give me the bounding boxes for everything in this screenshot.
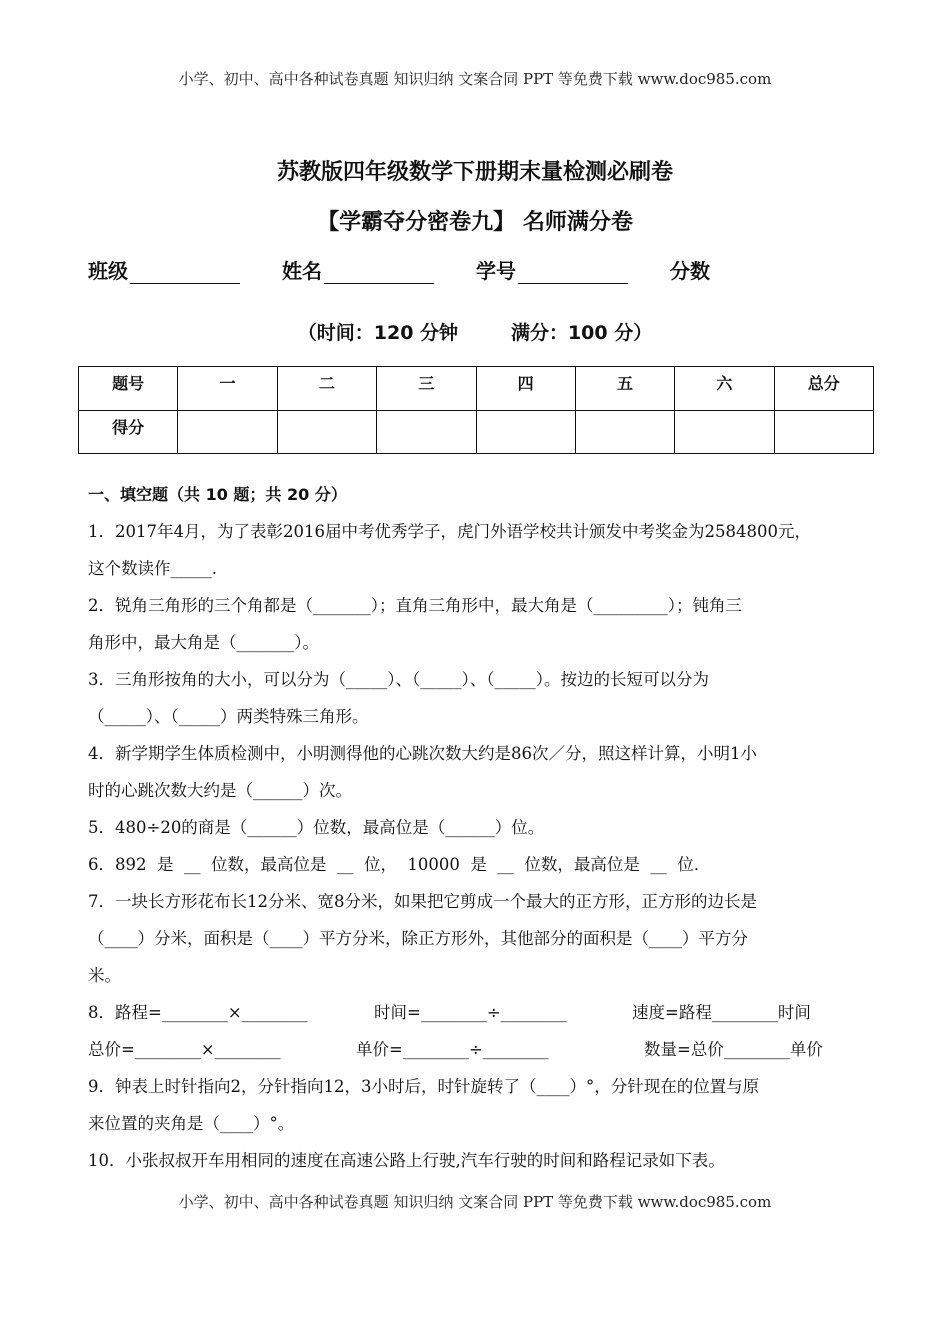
question-4-line-2: 时的心跳次数大约是（______）次。 [88, 781, 352, 800]
formula-quantity: 数量=总价________单价 [644, 1040, 823, 1059]
score-label: 分数 [670, 259, 710, 283]
score-table-header: 一 [178, 367, 277, 411]
exam-title: 苏教版四年级数学下册期末量检测必刷卷 [276, 160, 673, 185]
formula-time: 时间=________÷________ [374, 1003, 567, 1022]
score-field [670, 255, 710, 284]
question-10: 10．小张叔叔开车用相同的速度在高速公路上行驶,汽车行驶的时间和路程记录如下表。 [88, 1151, 725, 1170]
name-field [282, 255, 434, 284]
question-3-line-1: 3．三角形按角的大小，可以分为（_____）、（_____）、（_____）。按边的长短可以分为 [88, 670, 709, 689]
question-9-line-2: 来位置的夹角是（____）°。 [88, 1114, 295, 1133]
question-list [88, 513, 868, 1179]
score-table [78, 366, 874, 454]
question-6: 6．892 是 __ 位数，最高位是 __ 位， 10000 是 __ 位数，最高位是 __ 位． [88, 855, 711, 874]
footer-note: 小学、初中、高中各种试卷真题 知识归纳 文案合同 PPT 等免费下载 www.doc985.com [178, 1193, 772, 1211]
score-cell[interactable] [575, 410, 674, 454]
question-2-line-2: 角形中，最大角是（_______）。 [88, 633, 319, 652]
formula-distance: 8．路程=________×________ [88, 1003, 308, 1022]
class-label: 班级 [88, 259, 128, 283]
formula-speed: 速度=路程________时间 [632, 1003, 811, 1022]
score-table-score-row [79, 410, 874, 454]
question-2-line-1: 2．锐角三角形的三个角都是（_______）；直角三角形中，最大角是（_________）；钝角三 [88, 596, 742, 615]
class-blank[interactable] [130, 263, 240, 284]
formula-unit-price: 单价=________÷________ [356, 1040, 549, 1059]
class-field [88, 255, 240, 284]
question-1-line-2: 这个数读作_____. [88, 559, 217, 578]
score-table-header: 题号 [79, 367, 178, 411]
question-8-row-1 [88, 994, 868, 1031]
score-cell[interactable] [675, 410, 774, 454]
score-cell[interactable] [774, 410, 873, 454]
score-cell[interactable] [476, 410, 575, 454]
header-note: 小学、初中、高中各种试卷真题 知识归纳 文案合同 PPT 等免费下载 www.doc985.com [178, 70, 772, 88]
time-and-full-score: （时间：120 分钟 满分：100 分） [297, 322, 653, 344]
score-table-header: 总分 [774, 367, 873, 411]
question-4-line-1: 4．新学期学生体质检测中，小明测得他的心跳次数大约是86次／分，照这样计算，小明1小 [88, 744, 757, 763]
score-cell[interactable] [377, 410, 476, 454]
question-5: 5．480÷20的商是（______）位数，最高位是（______）位。 [88, 818, 545, 837]
score-cell[interactable] [178, 410, 277, 454]
exam-subtitle: 【学霸夺分密卷九】 名师满分卷 [317, 210, 633, 235]
question-9-line-1: 9．钟表上时针指向2，分针指向12，3小时后，时针旋转了（____）°，分针现在的位置与原 [88, 1077, 760, 1096]
student-number-label: 学号 [476, 259, 516, 283]
score-table-header: 三 [377, 367, 476, 411]
score-row-label: 得分 [79, 410, 178, 454]
name-label: 姓名 [282, 259, 322, 283]
question-1-line-1: 1．2017年4月，为了表彰2016届中考优秀学子，虎门外语学校共计颁发中考奖金为2584800元， [88, 522, 811, 541]
score-table-header: 六 [675, 367, 774, 411]
section-1-title: 一、填空题（共 10 题；共 20 分） [88, 485, 347, 504]
question-7-line-2: （____）分米，面积是（____）平方分米，除正方形外，其他部分的面积是（____）平方分 [88, 929, 748, 948]
score-cell[interactable] [277, 410, 376, 454]
score-table-header: 五 [575, 367, 674, 411]
student-number-field [476, 255, 628, 284]
question-7-line-3: 米。 [88, 966, 121, 985]
student-number-blank[interactable] [518, 263, 628, 284]
name-blank[interactable] [324, 263, 434, 284]
formula-total-price: 总价=________×________ [88, 1040, 281, 1059]
question-8-row-2 [88, 1031, 868, 1068]
score-table-header-row [79, 367, 874, 411]
student-info-row [88, 255, 868, 284]
score-table-header: 四 [476, 367, 575, 411]
question-7-line-1: 7．一块长方形花布长12分米、宽8分米，如果把它剪成一个最大的正方形，正方形的边长是 [88, 892, 757, 911]
score-table-header: 二 [277, 367, 376, 411]
question-3-line-2: （_____）、（_____）两类特殊三角形。 [88, 707, 369, 726]
